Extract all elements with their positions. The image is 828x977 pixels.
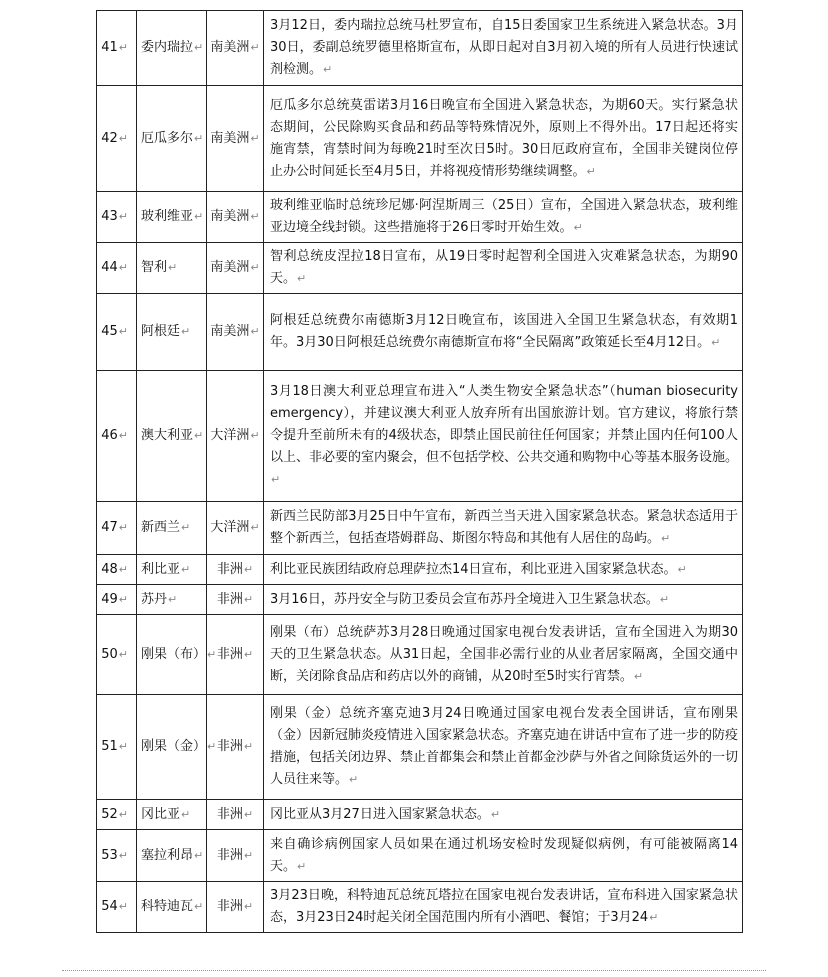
country-cell bbox=[137, 555, 207, 585]
row-number-cell bbox=[97, 243, 137, 294]
table-row bbox=[97, 502, 743, 555]
row-number: 47 bbox=[101, 520, 118, 535]
description-text: 刚果（金）总统齐塞克迪3月24日晚通过国家电视台发表全国讲话，宣布刚果（金）因新冠肺炎疫情进入国家紧急状态。齐塞克迪在讲话中宣布了进一步的防疫措施，包括关闭边界、禁止首都集会和禁止首都金沙萨与外省之间除货运外的一切人员往来等。 bbox=[270, 706, 739, 787]
region-name: 大洋洲 bbox=[210, 520, 250, 535]
paragraph-mark: ↵ bbox=[250, 210, 260, 223]
description-cell bbox=[264, 555, 743, 585]
description-text: 来自确诊病例国家人员如果在通过机场安检时发现疑似病例，有可能被隔离14天。 bbox=[270, 836, 738, 874]
paragraph-mark: ↵ bbox=[250, 429, 260, 442]
paragraph-mark: ↵ bbox=[118, 592, 128, 606]
row-number-cell bbox=[97, 192, 137, 243]
region-name: 大洋洲 bbox=[210, 428, 250, 443]
region-name: 南美洲 bbox=[210, 40, 250, 55]
region-name: 非洲 bbox=[216, 561, 243, 577]
paragraph-mark: ↵ bbox=[118, 807, 128, 821]
country-cell bbox=[137, 243, 207, 294]
region-name: 非洲 bbox=[216, 899, 243, 914]
region-cell bbox=[207, 371, 264, 502]
country-cell bbox=[137, 86, 207, 192]
paragraph-mark: ↵ bbox=[194, 131, 204, 145]
table-row bbox=[97, 555, 743, 585]
paragraph-mark: ↵ bbox=[649, 911, 659, 924]
region-name: 非洲 bbox=[216, 806, 243, 822]
paragraph-mark: ↵ bbox=[118, 562, 128, 576]
table-row bbox=[97, 585, 743, 615]
paragraph-mark: ↵ bbox=[181, 807, 191, 821]
table-row bbox=[97, 192, 743, 243]
row-number-cell bbox=[97, 882, 137, 933]
description-cell bbox=[264, 695, 743, 800]
paragraph-mark: ↵ bbox=[181, 325, 191, 338]
region-cell bbox=[207, 585, 264, 615]
paragraph-mark: ↵ bbox=[250, 325, 260, 338]
paragraph-mark: ↵ bbox=[323, 63, 333, 76]
description-text: 冈比亚从3月27日进入国家紧急状态。 bbox=[270, 806, 490, 822]
paragraph-mark: ↵ bbox=[194, 848, 204, 862]
paragraph-mark: ↵ bbox=[168, 261, 178, 274]
region-name: 南美洲 bbox=[210, 130, 250, 146]
region-name: 非洲 bbox=[216, 847, 243, 863]
country-name: 科特迪瓦 bbox=[141, 899, 194, 914]
description-cell bbox=[264, 294, 743, 371]
country-name: 玻利维亚 bbox=[141, 209, 194, 224]
paragraph-mark: ↵ bbox=[633, 669, 644, 683]
country-name: 刚果（金） bbox=[141, 739, 207, 754]
paragraph-mark: ↵ bbox=[118, 210, 128, 223]
country-name: 厄瓜多尔 bbox=[141, 130, 194, 146]
description-text: 玻利维亚临时总统珍尼娜·阿涅斯周三（25日）宣布，全国进入紧急状态，玻利维亚边境全线封锁。这些措施将于26日零时开始生效。 bbox=[270, 198, 738, 235]
country-name: 新西兰 bbox=[141, 520, 181, 535]
paragraph-mark: ↵ bbox=[243, 592, 254, 606]
paragraph-mark: ↵ bbox=[659, 592, 670, 606]
paragraph-mark: ↵ bbox=[250, 521, 260, 534]
country-name: 苏丹 bbox=[141, 591, 168, 607]
description-text: 利比亚民族团结政府总理萨拉杰14日宣布，利比亚进入国家紧急状态。 bbox=[270, 561, 677, 577]
table-row bbox=[97, 11, 743, 86]
row-number-cell bbox=[97, 86, 137, 192]
description-text: 3月16日，苏丹安全与防卫委员会宣布苏丹全境进入卫生紧急状态。 bbox=[270, 591, 659, 607]
description-cell bbox=[264, 830, 743, 882]
region-cell bbox=[207, 830, 264, 882]
paragraph-mark: ↵ bbox=[118, 261, 128, 274]
region-cell bbox=[207, 502, 264, 555]
row-number: 52 bbox=[101, 806, 118, 822]
row-number: 48 bbox=[101, 561, 118, 577]
paragraph-mark: ↵ bbox=[243, 740, 254, 753]
paragraph-mark: ↵ bbox=[243, 562, 254, 576]
row-number: 54 bbox=[101, 899, 118, 914]
description-cell bbox=[264, 192, 743, 243]
paragraph-mark: ↵ bbox=[118, 325, 128, 338]
row-number-cell bbox=[97, 830, 137, 882]
description-text: 3月18日澳大利亚总理宣布进入“人类生物安全紧急状态”（human biosecurity emergency），并建议澳大利亚人放弃所有出国旅游计划。官方建议，将旅行禁令提升至前所未有的4级状态，即禁止国民前往任何国家；并禁止国内任何100人以上、非必要的室内聚会，但不包括学校、公共交通和购物中心等基本服务设施。 bbox=[270, 384, 739, 465]
description-text: 智利总统皮涅拉18日宣布，从19日零时起智利全国进入灾难紧急状态，为期90天。 bbox=[270, 249, 738, 286]
paragraph-mark: ↵ bbox=[118, 900, 128, 913]
paragraph-mark: ↵ bbox=[181, 562, 191, 576]
table-row bbox=[97, 371, 743, 502]
description-cell bbox=[264, 800, 743, 830]
country-name: 智利 bbox=[141, 260, 168, 275]
paragraph-mark: ↵ bbox=[297, 272, 307, 285]
row-number: 50 bbox=[101, 646, 118, 662]
row-number-cell bbox=[97, 502, 137, 555]
paragraph-mark: ↵ bbox=[243, 807, 254, 821]
description-text: 阿根廷总统费尔南德斯3月12日晚宣布，该国进入全国卫生紧急状态，有效期1年。3月30日阿根廷总统费尔南德斯宣布将“全民隔离”政策延长至4月12日。 bbox=[270, 313, 738, 350]
paragraph-mark: ↵ bbox=[194, 210, 204, 223]
paragraph-mark: ↵ bbox=[207, 740, 217, 753]
table-row bbox=[97, 695, 743, 800]
page-bottom-divider bbox=[62, 970, 766, 971]
row-number-cell bbox=[97, 800, 137, 830]
row-number: 44 bbox=[101, 260, 118, 275]
country-name: 刚果（布） bbox=[141, 646, 207, 662]
country-cell bbox=[137, 830, 207, 882]
paragraph-mark: ↵ bbox=[250, 131, 260, 145]
emergency-status-table bbox=[96, 10, 743, 933]
country-cell bbox=[137, 615, 217, 695]
row-number-cell bbox=[97, 615, 137, 695]
paragraph-mark: ↵ bbox=[586, 164, 596, 178]
paragraph-mark: ↵ bbox=[573, 221, 583, 234]
region-name: 南美洲 bbox=[210, 209, 250, 224]
description-text: 新西兰民防部3月25日中午宣布，新西兰当天进入国家紧急状态。紧急状态适用于整个新西兰，包括查塔姆群岛、斯图尔特岛和其他有人居住的岛屿。 bbox=[270, 509, 738, 546]
paragraph-mark: ↵ bbox=[118, 740, 128, 753]
row-number-cell bbox=[97, 695, 137, 800]
region-name: 南美洲 bbox=[210, 324, 250, 339]
country-cell bbox=[137, 585, 207, 615]
paragraph-mark: ↵ bbox=[194, 41, 204, 54]
region-cell bbox=[207, 882, 264, 933]
region-cell bbox=[207, 294, 264, 371]
country-name: 塞拉利昂 bbox=[141, 847, 194, 863]
country-name: 阿根廷 bbox=[141, 324, 181, 339]
row-number-cell bbox=[97, 11, 137, 86]
region-name: 非洲 bbox=[216, 591, 243, 607]
region-cell bbox=[207, 243, 264, 294]
paragraph-mark: ↵ bbox=[118, 41, 128, 54]
table-row bbox=[97, 615, 743, 695]
description-text: 厄瓜多尔总统莫雷诺3月16日晚宣布全国进入紧急状态，为期60天。实行紧急状态期间，公民除购买食品和药品等特殊情况外，原则上不得外出。17日起还将实施宵禁，宵禁时间为每晚21时至次日5时。30日厄政府宣布，全国非关键岗位停止办公时间延长至4月5日，并将视疫情形势继续调整。 bbox=[270, 97, 738, 179]
description-text: 刚果（布）总统萨苏3月28日晚通过国家电视台发表讲话，宣布全国进入为期30天的卫生紧急状态。从31日起，全国非必需行业的从业者居家隔离，全国交通中断，关闭除食品店和药店以外的商铺，从20时至5时实行宵禁。 bbox=[270, 624, 738, 684]
description-cell bbox=[264, 585, 743, 615]
country-cell bbox=[137, 294, 207, 371]
paragraph-mark: ↵ bbox=[118, 131, 128, 145]
row-number-cell bbox=[97, 294, 137, 371]
country-cell bbox=[137, 371, 207, 502]
country-cell bbox=[137, 192, 207, 243]
description-cell bbox=[264, 502, 743, 555]
country-name: 冈比亚 bbox=[141, 806, 181, 822]
description-cell bbox=[264, 86, 743, 192]
row-number-cell bbox=[97, 585, 137, 615]
country-cell bbox=[137, 800, 207, 830]
region-name: 南美洲 bbox=[210, 260, 250, 275]
paragraph-mark: ↵ bbox=[349, 773, 359, 786]
description-cell bbox=[264, 615, 743, 695]
country-name: 委内瑞拉 bbox=[141, 40, 194, 55]
paragraph-mark: ↵ bbox=[250, 261, 260, 274]
country-cell bbox=[137, 695, 217, 800]
paragraph-mark: ↵ bbox=[711, 336, 721, 349]
description-cell bbox=[264, 243, 743, 294]
row-number-cell bbox=[97, 555, 137, 585]
country-cell bbox=[137, 11, 207, 86]
table-row bbox=[97, 294, 743, 371]
row-number: 53 bbox=[101, 847, 118, 863]
paragraph-mark: ↵ bbox=[661, 532, 671, 545]
paragraph-mark: ↵ bbox=[243, 848, 254, 862]
region-cell bbox=[207, 86, 264, 192]
paragraph-mark: ↵ bbox=[243, 900, 254, 913]
paragraph-mark: ↵ bbox=[297, 859, 307, 873]
country-cell bbox=[137, 502, 207, 555]
row-number: 46 bbox=[101, 428, 118, 443]
paragraph-mark: ↵ bbox=[118, 429, 128, 442]
region-cell bbox=[207, 192, 264, 243]
description-text: 3月12日，委内瑞拉总统马杜罗宣布，自15日委国家卫生系统进入紧急状态。3月30日，委副总统罗德里格斯宣布，从即日起对自3月初入境的所有人员进行快速试剂检测。 bbox=[270, 18, 738, 77]
description-text: 3月23日晚，科特迪瓦总统瓦塔拉在国家电视台发表讲话，宣布科进入国家紧急状态，3月23日24时起关闭全国范围内所有小酒吧、餐馆；于3月24 bbox=[270, 888, 738, 925]
paragraph-mark: ↵ bbox=[194, 900, 204, 913]
paragraph-mark: ↵ bbox=[118, 647, 128, 661]
row-number: 41 bbox=[101, 40, 118, 55]
region-cell bbox=[207, 11, 264, 86]
paragraph-mark: ↵ bbox=[207, 647, 217, 661]
table-row bbox=[97, 243, 743, 294]
table-row bbox=[97, 830, 743, 882]
paragraph-mark: ↵ bbox=[118, 521, 128, 534]
description-cell bbox=[264, 371, 743, 502]
region-cell bbox=[207, 555, 264, 585]
description-cell bbox=[264, 11, 743, 86]
country-name: 澳大利亚 bbox=[141, 428, 194, 443]
row-number: 42 bbox=[101, 130, 118, 146]
description-cell bbox=[264, 882, 743, 933]
row-number: 43 bbox=[101, 209, 118, 224]
table-body bbox=[97, 11, 743, 933]
row-number-cell bbox=[97, 371, 137, 502]
paragraph-mark: ↵ bbox=[181, 521, 191, 534]
region-cell bbox=[207, 800, 264, 830]
paragraph-mark: ↵ bbox=[490, 807, 501, 821]
row-number: 51 bbox=[101, 739, 118, 754]
region-name: 非洲 bbox=[216, 739, 243, 754]
table-row bbox=[97, 86, 743, 192]
region-name: 非洲 bbox=[216, 646, 243, 662]
table-row bbox=[97, 882, 743, 933]
row-number: 49 bbox=[101, 591, 118, 607]
country-name: 利比亚 bbox=[141, 561, 181, 577]
country-cell bbox=[137, 882, 207, 933]
paragraph-mark: ↵ bbox=[271, 473, 281, 486]
paragraph-mark: ↵ bbox=[250, 41, 260, 54]
paragraph-mark: ↵ bbox=[243, 647, 254, 661]
paragraph-mark: ↵ bbox=[168, 592, 178, 606]
paragraph-mark: ↵ bbox=[194, 429, 204, 442]
table-row bbox=[97, 800, 743, 830]
paragraph-mark: ↵ bbox=[677, 562, 687, 576]
row-number: 45 bbox=[101, 324, 118, 339]
paragraph-mark: ↵ bbox=[118, 848, 128, 862]
